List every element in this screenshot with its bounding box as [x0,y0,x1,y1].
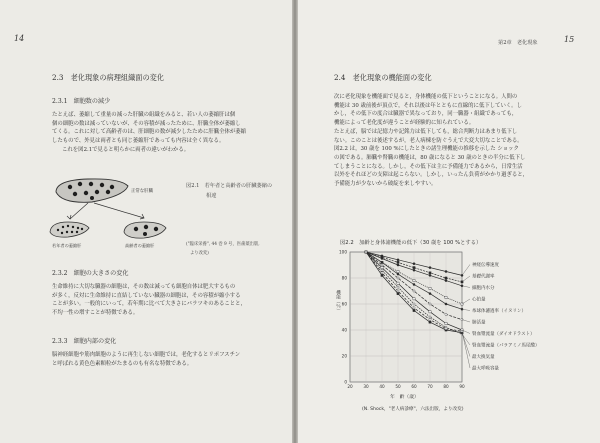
text-line: 機能は 30 歳前後が頂点で，それ以後は年とともに直線的に低下していく。し [334,102,522,109]
data-point [413,303,415,305]
data-point [429,319,431,321]
data-point [429,293,431,295]
x-axis-label: 年 齢（歳） [390,395,419,400]
left-page [0,0,292,443]
series-label: 腎血漿流量（ダイオドラスト） [472,332,535,337]
text-line: かし，その低下の度合は臓器で異なっており，同一臓器・組織であっても， [334,111,518,118]
y-tick-label: 100 [339,249,347,255]
data-point [413,280,415,282]
label-leader [462,265,470,276]
data-point [429,321,431,323]
liver-atrophy-figure [48,172,188,257]
figure-2-1-caption: 図2.1 若年者と高齢者の肝臓萎縮の [186,183,273,189]
function-decline-chart [298,0,600,443]
label-leader [462,299,470,304]
data-point [397,282,399,284]
data-point [445,280,447,282]
data-point [429,274,431,276]
data-point [397,270,399,272]
text-line: 脳神経細胞や筋肉細胞のように再生しない細胞では，老化するとリポフスチン [52,352,241,358]
data-point [445,303,447,305]
data-point [445,296,447,298]
text-line: これを図2.1で見ると明らかに両者の違いがわかる。 [62,146,190,153]
running-head: 第2章 老化現象 [498,40,538,46]
text-line: てしまうことになる。しかし，その低下は主に予備能力であるから，日常生活 [334,163,523,170]
figure-2-1-source-line2: より改変) [190,251,209,256]
normal-liver-label: 正常な肝臓 [131,189,153,194]
data-point [429,287,431,289]
text-line: ことが多い。一般的にいって，若年期に比べて大きさにバラツキのあることと， [52,301,246,308]
data-point [445,277,447,279]
y-tick-label: 60 [341,301,347,307]
data-point [429,267,431,269]
text-line: 図2.2 は，30 歳を 100 %にしたときの諸生理機能の推移を示した ショック [334,146,519,153]
data-point [381,272,383,274]
data-point [429,311,431,313]
paragraph-cell-count [52,111,246,155]
page-number: 14 [14,34,25,43]
data-point [397,290,399,292]
data-point [397,264,399,266]
text-line: が多く，反対に生命維持に直結していない臓器の細胞は，その容積が縮小する [52,292,241,299]
data-point [445,313,447,315]
data-point [445,270,447,272]
text-line: 不均一性の増すことが特徴である。 [52,310,139,317]
data-point [429,303,431,305]
x-tick-label: 60 [411,384,417,389]
text-line: 生命維持に大切な臓器の細胞は，その数は減っても細胞自体は肥大するもの [52,284,236,290]
subsection-heading: 2.3.2 細胞の大きさの変化 [52,270,129,277]
series-label: 基礎代謝率 [472,274,495,280]
label-leader [462,309,470,310]
data-point [397,293,399,295]
y-tick-label: 80 [341,275,347,281]
data-point [365,251,367,253]
y-tick-label: 0 [344,379,347,385]
text-line: たとえば，脳では記憶力や記銘力は低下しても，総合判断力はあまり低下し [334,128,518,135]
data-point [413,263,415,265]
x-tick-label: 50 [395,384,401,389]
text-line: 予備能力が少ないから破綻を来しやすい。 [334,181,437,188]
elderly-liver-label: 高齢者の萎縮肝 [125,243,155,248]
series-label: 糸球体濾過率（イヌリン） [472,309,526,314]
text-line: 以外をそれほどの支障は起こらない。しかし，いったん負荷がかかり過ぎると， [334,172,529,179]
x-tick-label: 70 [427,384,433,389]
y-tick-label: 40 [341,327,347,333]
data-point [445,328,447,330]
young-liver-label: 若年者の萎縮肝 [52,243,82,248]
series-label: 最大呼吸容量 [472,366,499,372]
series-labels [462,261,540,372]
x-tick-label: 40 [379,384,385,389]
series-label: 細胞内水分 [472,286,495,291]
data-point [429,316,431,318]
text-line: したもので、外見は両者とも同じ萎縮肝であっても内容は全く異なる。 [52,138,225,145]
subsection-heading: 2.3.1 細胞数の減少 [52,98,111,105]
data-point [413,267,415,269]
data-point [397,277,399,279]
text-line: ない。このことは後述するが，老人病棟を防ぐうえで大変大切なことである。 [334,137,523,144]
data-point [413,307,415,309]
label-leader [462,276,470,282]
subsection-heading: 2.3.3 細胞内部の変化 [52,338,117,345]
data-point [381,267,383,269]
x-tick-label: 80 [443,384,449,389]
data-point [413,283,415,285]
right-page [298,0,600,443]
data-point [381,257,383,259]
section-heading: 2.4 老化現象の機能面の変化 [334,73,432,82]
y-axis-label: 機能（％） [335,290,341,313]
x-tick-label: 90 [459,384,465,389]
text-line: の図である。肺臓や腎臓の機能は，80 歳になると 30 歳のときの半分に低下し [334,154,526,161]
data-point [381,264,383,266]
y-tick-label: 20 [341,353,347,359]
data-point [397,286,399,288]
series-label: 肺活量 [472,320,486,326]
label-leader [462,320,470,322]
series-label: 最大換気量 [472,355,495,360]
data-point [397,273,399,275]
data-point [397,259,399,261]
series-label: 心拍量 [472,297,486,303]
label-leader [462,334,470,345]
label-leader [462,331,470,368]
data-point [397,261,399,263]
data-point [381,274,383,276]
x-tick-label: 20 [347,384,353,389]
data-point [381,269,383,271]
text-line: 個の細胞の数は減っていないが、その容積が減ったために、肝臓全体が萎縮し [52,120,241,127]
text-line: と呼ばれる黄色色素顆粒がたまるのも有名な特徴である。 [52,360,193,367]
paragraph-cell-interior [52,351,240,368]
young-atrophic-liver [50,222,89,237]
x-tick-label: 30 [363,384,369,389]
chart-title: 図2.2 加齢と身体諸機能の低下（30 歳を 100 %とする） [340,240,482,246]
section-heading: 2.3 老化現象の病理組織面の変化 [52,73,165,82]
text-line: てくる。これに対して高齢者のは、肝細胞の数が減少したために肝臓全体が萎縮 [52,129,247,136]
data-point [413,298,415,300]
data-point [413,269,415,271]
paragraph-cell-size [52,283,246,318]
data-point [413,290,415,292]
data-point [413,309,415,311]
figure-2-1-source: ("臨床栄養", 44 巻 9 号，医歯薬出版, [186,242,260,247]
page-number: 15 [564,35,575,44]
figure-2-1-caption-line2: 相違 [206,193,217,199]
series-label: 神経伝導速度 [472,263,499,268]
text-line: 次に老化現象を機能面で見ると，身体機能の低下ということになる。人間の [334,94,518,100]
label-leader [462,286,470,288]
data-point [445,322,447,324]
chart-source: (N. Shock，"老人病診療"，六法出版，より改変) [362,407,464,412]
text-line: 機能によって老化度が違うことが経験的に知られている。 [334,120,475,127]
series-label: 腎血漿流量（パラアミノ馬尿酸） [472,343,540,349]
text-line: たとえば、萎縮して重量の減った肝臓の組織をみると、若い人の萎縮肝は個 [52,112,236,118]
data-point [429,272,431,274]
data-point [381,261,383,263]
